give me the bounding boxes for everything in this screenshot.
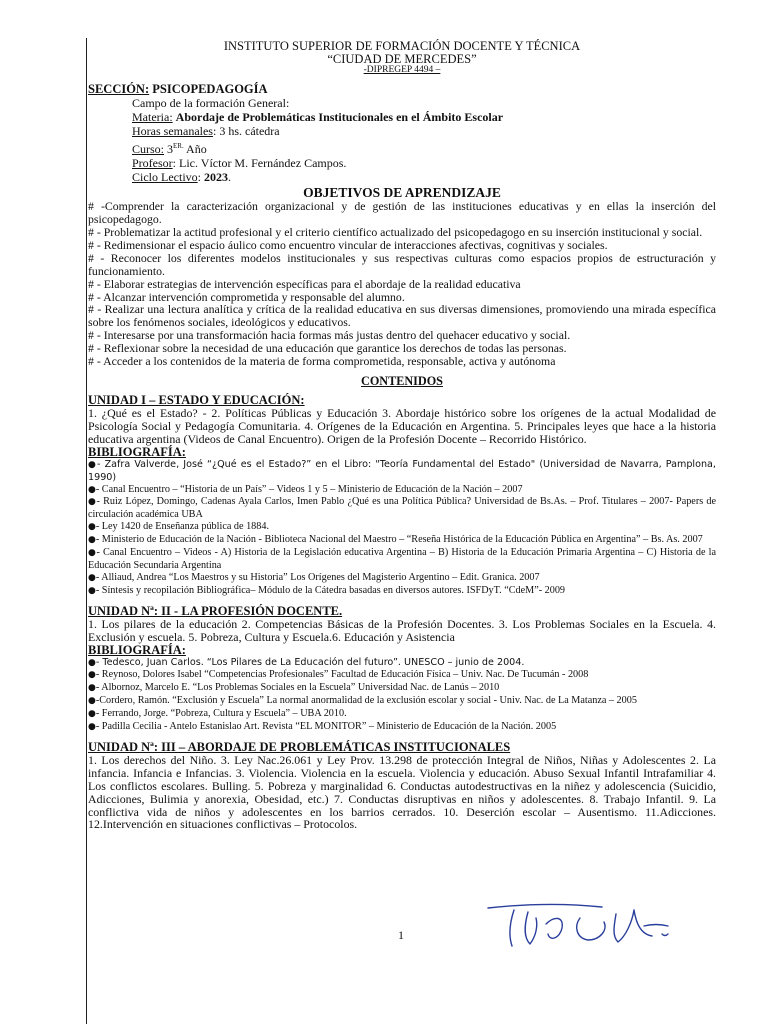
ciclo-line bbox=[132, 170, 716, 184]
bullet-icon: ● bbox=[88, 696, 96, 707]
ciclo-sep: : bbox=[197, 170, 204, 185]
unit-3-title: UNIDAD Nª: III – ABORDAJE DE PROBLEMÁTICAS INSTITUCIONALES bbox=[88, 739, 511, 754]
signature-stroke bbox=[577, 918, 605, 940]
unit-2-body: 1. Los pilares de la educación 2. Competencias Básicas de la Profesión Docentes. 3. Los Problemas Sociales en la Escuela. 4. Exclusión y escuela. 5. Pobreza, Cultura y Escuela.6. Educación y Asistencia bbox=[88, 616, 716, 644]
objective-item: # - Reconocer los diferentes modelos institucionales y sus respectivas culturas como espacios propios de estructuración y funcionamiento. bbox=[88, 250, 716, 278]
bullet-icon: ● bbox=[88, 683, 96, 694]
curso-value: 3 bbox=[164, 141, 174, 156]
objective-item: # - Realizar una lectura analítica y crítica de la realidad educativa en sus diversas dimensiones, promoviendo una mirada específica sobre los fenómenos sociales, ideológicos y educativos. bbox=[88, 302, 716, 330]
objective-item: # - Acceder a los contenidos de la materia de forma comprometida, responsable, activa y autónoma bbox=[88, 354, 556, 369]
section-value: PSICOPEDAGOGÍA bbox=[152, 82, 268, 96]
page-number: 1 bbox=[398, 928, 404, 942]
curso-sup: ER. bbox=[173, 141, 184, 150]
unit-2-bibliography bbox=[88, 657, 716, 734]
document-content bbox=[88, 40, 716, 831]
objective-item: # - Reflexionar sobre la necesidad de una educación que garantice los derechos de todas las personas. bbox=[88, 341, 567, 356]
objective-item: # -Comprender la caracterización organizacional y de gestión de las instituciones educativas y en ellas la inserción del psicopedagogo. bbox=[88, 199, 716, 227]
bibliography-item: ●- Ferrando, Jorge. “Pobreza, Cultura y Escuela” – UBA 2010. bbox=[88, 708, 347, 720]
handwritten-signature bbox=[484, 896, 674, 952]
bullet-icon: ● bbox=[88, 585, 96, 596]
objectives-list bbox=[88, 200, 716, 368]
unit-1-body: 1. ¿Qué es el Estado? - 2. Políticas Públicas y Educación 3. Abordaje histórico sobre los orígenes de la actual Modalidad de Psicología Social y Pedagogía Comunitaria. 4. Orígenes de la Educación en Argentina. 5. Principales leyes que hace a la historia educativa argentina (Videos de Canal Encuentro). Origen de la Profesión Docente – Recorrido Histórico. bbox=[88, 406, 716, 446]
bullet-icon: ● bbox=[88, 572, 96, 583]
bullet-icon: ● bbox=[88, 459, 97, 470]
bullet-icon: ● bbox=[88, 548, 97, 559]
materia-label: Materia: bbox=[132, 110, 173, 125]
unit-1-bibliography-title: BIBLIOGRAFÍA: bbox=[88, 444, 186, 459]
signature-stroke bbox=[510, 910, 514, 946]
bibliography-item: ●- Alliaud, Andrea “Los Maestros y su Historia” Los Orígenes del Magisterio Argentino – Edit. Granica. 2007 bbox=[88, 571, 540, 583]
campo-line: Campo de la formación General: bbox=[132, 96, 290, 110]
contents-title: CONTENIDOS bbox=[361, 374, 443, 388]
profesor-value: : Lic. Víctor M. Fernández Campos. bbox=[172, 155, 347, 170]
signature-stroke bbox=[644, 925, 668, 927]
materia-line bbox=[132, 110, 716, 124]
bibliography-item: ●- Albornoz, Marcelo E. “Los Problemas Sociales en la Escuela” Universidad Nac. de Lanús – 2010 bbox=[88, 682, 500, 694]
ciclo-end: . bbox=[228, 170, 231, 185]
bullet-icon: ● bbox=[88, 709, 96, 720]
section-heading bbox=[88, 82, 716, 96]
objective-item: # - Elaborar estrategias de intervención específicas para el abordaje de la realidad educativa bbox=[88, 276, 521, 291]
horas-line bbox=[132, 124, 716, 138]
horas-label: Horas semanales bbox=[132, 124, 213, 139]
curso-line bbox=[132, 139, 716, 156]
horas-value: : 3 hs. cátedra bbox=[212, 124, 280, 139]
institution-code: -DIPREGEP 4494 – bbox=[363, 65, 441, 75]
bibliography-item: ●- Ministerio de Educación de la Nación - Biblioteca Nacional del Maestro – “Reseña Histórica de la Educación Pública en Argentina” – Bs. As. 2007 bbox=[88, 534, 703, 546]
unit-1-bibliography bbox=[88, 459, 716, 598]
bibliography-item: ●- Ley 1420 de Enseñanza pública de 1884. bbox=[88, 521, 269, 533]
bullet-icon: ● bbox=[88, 484, 96, 495]
bibliography-item: ●- Ruiz López, Domingo, Cadenas Ayala Carlos, Imen Pablo ¿Qué es una Política Pública? Universidad de Bs.As. – Prof. Titulares – 2007- Papers de circulación académica UBA bbox=[88, 496, 716, 521]
bibliography-item: ●- Zafra Valverde, José “¿Qué es el Estado?” en el Libro: "Teoría Fundamental del Estado" (Universidad de Navarra, Pamplona, 1990) bbox=[88, 458, 716, 483]
objective-item: # - Redimensionar el espacio áulico como encuentro vincular de interacciones afectivas, cognitivas y sociales. bbox=[88, 237, 608, 252]
bibliography-item: ●-Cordero, Ramón. “Exclusión y Escuela” La normal anormalidad de la exclusión escolar y social - Univ. Nac. de La Matanza – 2005 bbox=[88, 695, 637, 707]
ciclo-value: 2023 bbox=[204, 170, 228, 185]
bullet-icon: ● bbox=[88, 535, 96, 546]
profesor-line bbox=[132, 156, 716, 170]
bullet-icon: ● bbox=[88, 722, 96, 733]
objective-item: # - Problematizar la actitud profesional y el criterio científico actualizado del psicopedagogo en su inserción institucional y social. bbox=[88, 225, 703, 240]
section-label: SECCIÓN: bbox=[88, 82, 150, 96]
bibliography-item: ●- Canal Encuentro – Videos - A) Historia de la Legislación educativa Argentina – B) Historia de la Educación Primaria Argentina – C) Historia de la Educación Secundaria Argentina bbox=[88, 547, 716, 571]
course-info bbox=[132, 96, 716, 184]
signature-stroke bbox=[546, 918, 562, 938]
signature-stroke bbox=[525, 912, 537, 944]
bullet-icon: ● bbox=[88, 657, 96, 668]
bibliography-item: ●- Canal Encuentro – “Historia de un País” – Videos 1 y 5 – Ministerio de Educación de la Nación – 2007 bbox=[88, 483, 523, 495]
bullet-icon: ● bbox=[88, 497, 97, 508]
bibliography-item: ●- Tedesco, Juan Carlos. “Los Pilares de La Educación del futuro”. UNESCO – junio de 2004. bbox=[88, 656, 525, 668]
curso-label: Curso: bbox=[132, 141, 165, 156]
signature-stroke bbox=[662, 934, 668, 936]
profesor-label: Profesor bbox=[132, 155, 173, 170]
unit-1-title: UNIDAD I – ESTADO Y EDUCACIÓN: bbox=[88, 393, 305, 407]
bibliography-item: ●- Síntesis y recopilación Bibliográfica– Módulo de la Cátedra basadas en diversos autores. ISFDyT. “CdeM”- 2009 bbox=[88, 584, 566, 596]
unit-3-body: 1. Los derechos del Niño. 3. Ley Nac.26.061 y Ley Prov. 13.298 de protección Integral de Niños, Niñas y Adolescentes 2. La infancia. Infancia e Infancias. 3. Violencia. Violencia en la escuela. Violencia y educación. Abuso Sexual Infantil Intrafamiliar 4. Los conflictos escolares. Bulling. 5. Pobreza y marginalidad 6. Conductas autodestructivas en la niñez y adolescencia (Suicidio, Adicciones, Bulimia y anorexia, Obesidad, etc.) 7. Conductas disruptivas en niños y adolescentes. 8. Trabajo Infantil. 9. La conflictiva vida de niños y adolescentes en los barrios cerrados. 10. Deserción escolar – Ausentismo. 11.Adicciones. 12.Intervención en situaciones conflictivas – Protocolos. bbox=[88, 752, 716, 832]
bibliography-item: ●- Padilla Cecilia - Antelo Estanislao Art. Revista “EL MONITOR” – Ministerio de Educación de la Nación. 2005 bbox=[88, 721, 557, 733]
left-margin-rule bbox=[86, 38, 87, 1024]
ciclo-label: Ciclo Lectivo bbox=[132, 170, 198, 185]
objective-item: # - Interesarse por una transformación hacia formas más justas dentro del quehacer educativo y social. bbox=[88, 328, 571, 343]
institution-city: “CIUDAD DE MERCEDES” bbox=[327, 52, 477, 66]
signature-stroke bbox=[488, 904, 602, 908]
objective-item: # - Alcanzar intervención comprometida y responsable del alumno. bbox=[88, 289, 405, 304]
unit-2-title: UNIDAD Nª: II - LA PROFESIÓN DOCENTE. bbox=[88, 603, 343, 618]
objectives-title: OBJETIVOS DE APRENDIZAJE bbox=[303, 185, 501, 201]
bibliography-item: ●- Reynoso, Dolores Isabel “Competencias Profesionales” Facultad de Educación Física – Univ. Nac. De Tucumán - 2008 bbox=[88, 669, 589, 681]
bullet-icon: ● bbox=[88, 670, 96, 681]
materia-value: Abordaje de Problemáticas Institucionales en el Ámbito Escolar bbox=[175, 110, 504, 125]
institution-name: INSTITUTO SUPERIOR DE FORMACIÓN DOCENTE Y TÉCNICA bbox=[223, 39, 581, 53]
unit-2-bibliography-title: BIBLIOGRAFÍA: bbox=[88, 642, 186, 657]
curso-tail: Año bbox=[183, 141, 207, 156]
bullet-icon: ● bbox=[88, 522, 96, 533]
